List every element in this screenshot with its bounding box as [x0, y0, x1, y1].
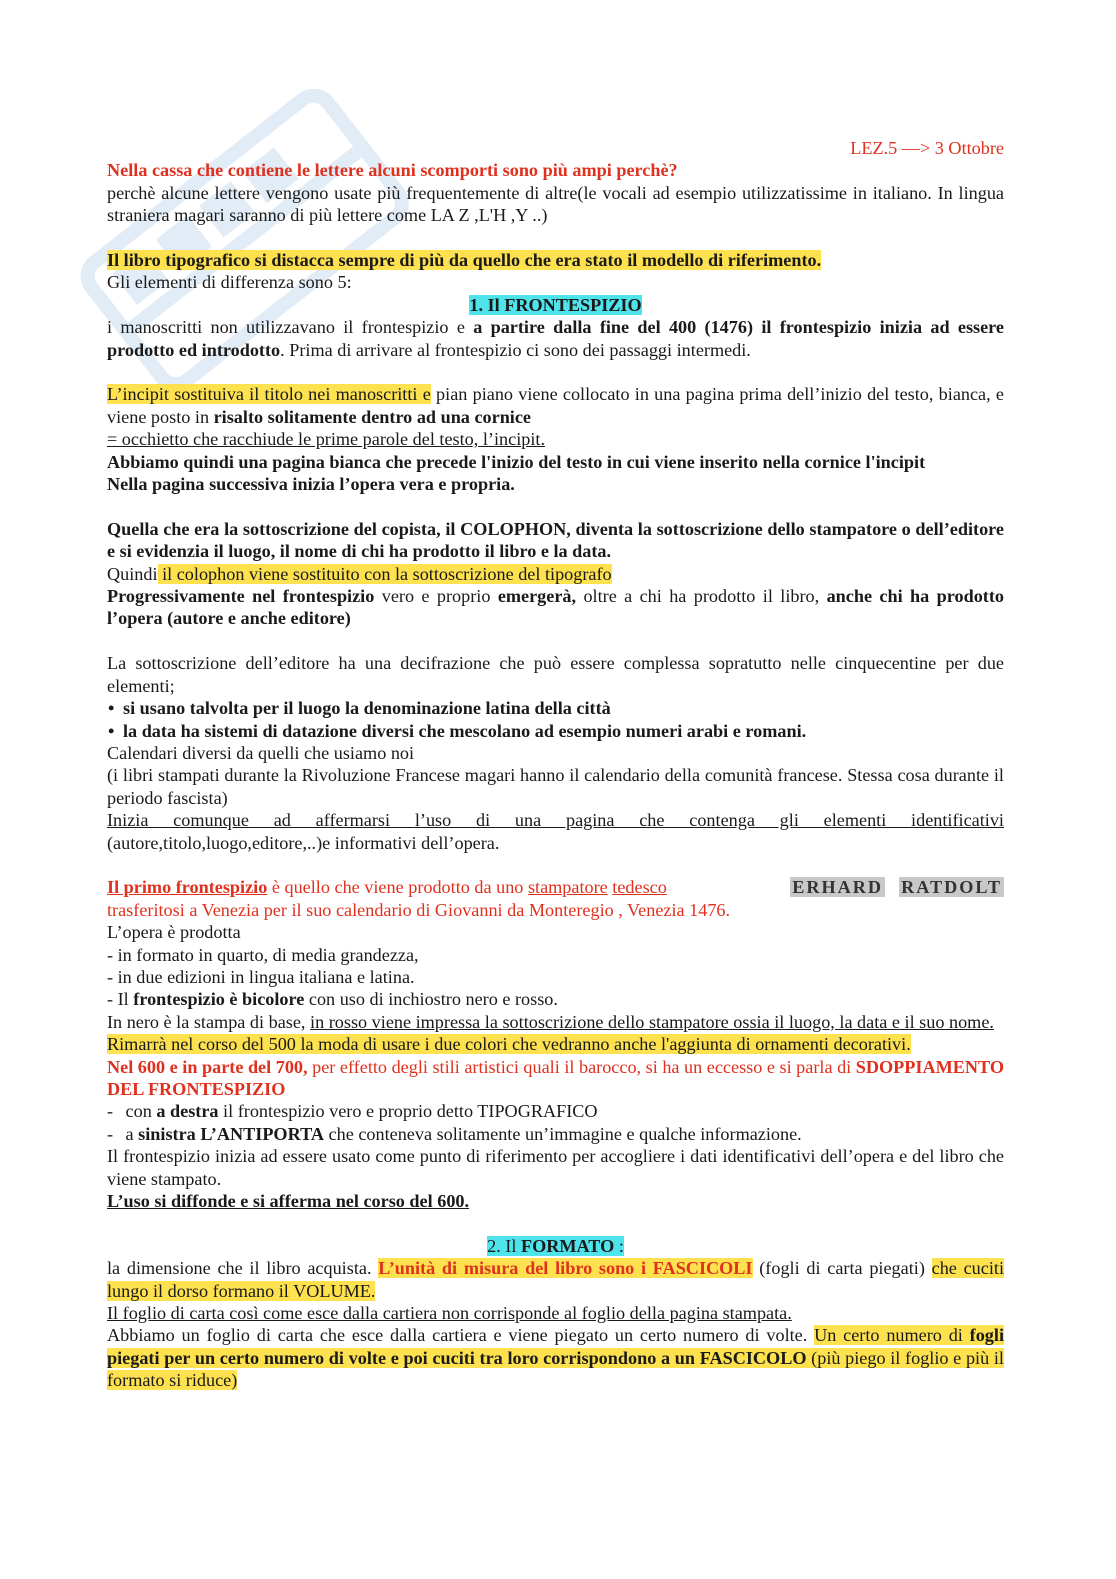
paragraph-quindi: Quindi il colophon viene sostituito con la sottoscrizione del tipografo	[107, 563, 612, 584]
paragraph-venezia: trasferitosi a Venezia per il suo calendario di Giovanni da Monteregio , Venezia 1476.	[107, 899, 731, 920]
paragraph-incipit: L’incipit sostituiva il titolo nei manoscritti e pian piano viene collocato in una pagina prima dell’inizio del testo, bianca, e viene posto in risalto solitamente dentro ad una cornice	[107, 384, 1004, 427]
bullet-list	[107, 697, 1004, 742]
intro-line	[107, 249, 1004, 271]
paragraph-foglio-cartiera: Il foglio di carta così come esce dalla cartiera non corrisponde al foglio della pagina stampata.	[107, 1303, 792, 1324]
printer-name-last: RATDOLT	[901, 877, 1002, 898]
paragraph-frontespizio-intro: i manoscritti non utilizzavano il frontespizio e a partire dalla fine del 400 (1476) il frontespizio inizia ad essere prodotto ed introdotto. Prima di arrivare al frontespizio ci sono dei passaggi intermedi.	[107, 317, 1004, 360]
list-item: - a sinistra L’ANTIPORTA che conteneva solitamente un’immagine e qualche informazione.	[107, 1123, 802, 1144]
paragraph-500: Rimarrà nel corso del 500 la moda di usare i due colori che vedranno anche l'aggiunta di ornamenti decorativi.	[107, 1034, 911, 1055]
paragraph-pagina-successiva: Nella pagina successiva inizia l’opera vera e propria.	[107, 474, 515, 495]
intro-highlight: Il libro tipografico si distacca sempre di più da quello che era stato il modello di riferimento.	[107, 250, 822, 271]
paragraph-pagina-bianca: Abbiamo quindi una pagina bianca che precede l'inizio del testo in cui viene inserito nella cornice l'incipit	[107, 451, 926, 472]
paragraph-dimensione: la dimensione che il libro acquista. L’unità di misura del libro sono i FASCICOLI (fogli di carta piegati) che cuciti lungo il dorso formano il VOLUME.	[107, 1258, 1004, 1301]
paragraph-inizia-cont: (autore,titolo,luogo,editore,..)e informativi dell’opera.	[107, 832, 500, 853]
opera-prodotta: L’opera è prodotta	[107, 922, 241, 943]
elements-count: Gli elementi di differenza sono 5:	[107, 272, 352, 293]
list-item: • la data ha sistemi di datazione diversi che mescolano ad esempio numeri arabi e romani.	[123, 720, 1004, 742]
list-item: - in formato in quarto, di media grandezza,	[107, 944, 419, 965]
section-heading-frontespizio: 1. Il FRONTESPIZIO	[469, 294, 642, 315]
occhietto-line: = occhietto che racchiude le prime parole del testo, l’incipit.	[107, 429, 545, 450]
list-item: - con a destra il frontespizio vero e proprio detto TIPOGRAFICO	[107, 1101, 598, 1122]
paragraph-rivoluzione: (i libri stampati durante la Rivoluzione Francese magari hanno il calendario della comunità francese. Stessa cosa durante il periodo fascista)	[107, 765, 1004, 808]
paragraph-progressivamente: Progressivamente nel frontespizio vero e proprio emergerà, oltre a chi ha prodotto il libro, anche chi ha prodotto l’opera (autore e anche editore)	[107, 586, 1004, 629]
list-item: - Il frontespizio è bicolore con uso di inchiostro nero e rosso.	[107, 989, 558, 1010]
paragraph-600: Nel 600 e in parte del 700, per effetto degli stili artistici quali il barocco, si ha un eccesso e si parla di SDOPPIAMENTO DEL FRONTESPIZIO	[107, 1056, 1004, 1099]
paragraph-inizia: Inizia comunque ad affermarsi l’uso di una pagina che contenga gli elementi identificativi	[107, 810, 1004, 831]
paragraph-sottoscrizione: La sottoscrizione dell’editore ha una decifrazione che può essere complessa sopratutto nelle cinquecentine per due elementi;	[107, 653, 1004, 696]
list-item: • si usano talvolta per il luogo la denominazione latina della città	[123, 697, 1004, 719]
paragraph-nero-rosso: In nero è la stampa di base, in rosso viene impressa la sottoscrizione dello stampatore ossia il luogo, la data e il suo nome.	[107, 1011, 994, 1032]
lesson-date: LEZ.5 —> 3 Ottobre	[850, 138, 1004, 158]
printer-name-first: ERHARD	[792, 877, 884, 898]
document-page	[107, 137, 1004, 1392]
section-heading-formato: 2. Il FORMATO :	[487, 1235, 624, 1256]
paragraph-calendari: Calendari diversi da quelli che usiamo noi	[107, 742, 415, 763]
question-heading: Nella cassa che contiene le lettere alcuni scomporti sono più ampi perchè?	[107, 160, 678, 181]
list-item: - in due edizioni in lingua italiana e latina.	[107, 966, 415, 987]
paragraph-uso-600: L’uso si diffonde e si afferma nel corso del 600.	[107, 1191, 470, 1212]
question-answer: perchè alcune lettere vengono usate più frequentemente di altre(le vocali ad esempio utilizzatissime in italiano. In lingua straniera magari saranno di più lettere come LA Z ,L'H ,Y ..)	[107, 182, 1004, 226]
paragraph-riferimento: Il frontespizio inizia ad essere usato come punto di riferimento per accogliere i dati identificativi dell’opera e del libro che viene stampato.	[107, 1146, 1004, 1189]
paragraph-primo-frontespizio: Il primo frontespizio è quello che viene prodotto da uno stampatore tedesco ERHARD RATDOLT	[107, 877, 1002, 898]
paragraph-colophon: Quella che era la sottoscrizione del copista, il COLOPHON, diventa la sottoscrizione dello stampatore o dell’editore e si evidenzia il luogo, il nome di chi ha prodotto il libro e la data.	[107, 518, 1004, 562]
paragraph-fascicolo: Abbiamo un foglio di carta che esce dalla cartiera e viene piegato un certo numero di volte. Un certo numero di fogli piegati per un certo numero di volte e poi cuciti tra loro corrispondono a un FASCICOLO (più piego il foglio e più il formato si riduce)	[107, 1325, 1005, 1391]
